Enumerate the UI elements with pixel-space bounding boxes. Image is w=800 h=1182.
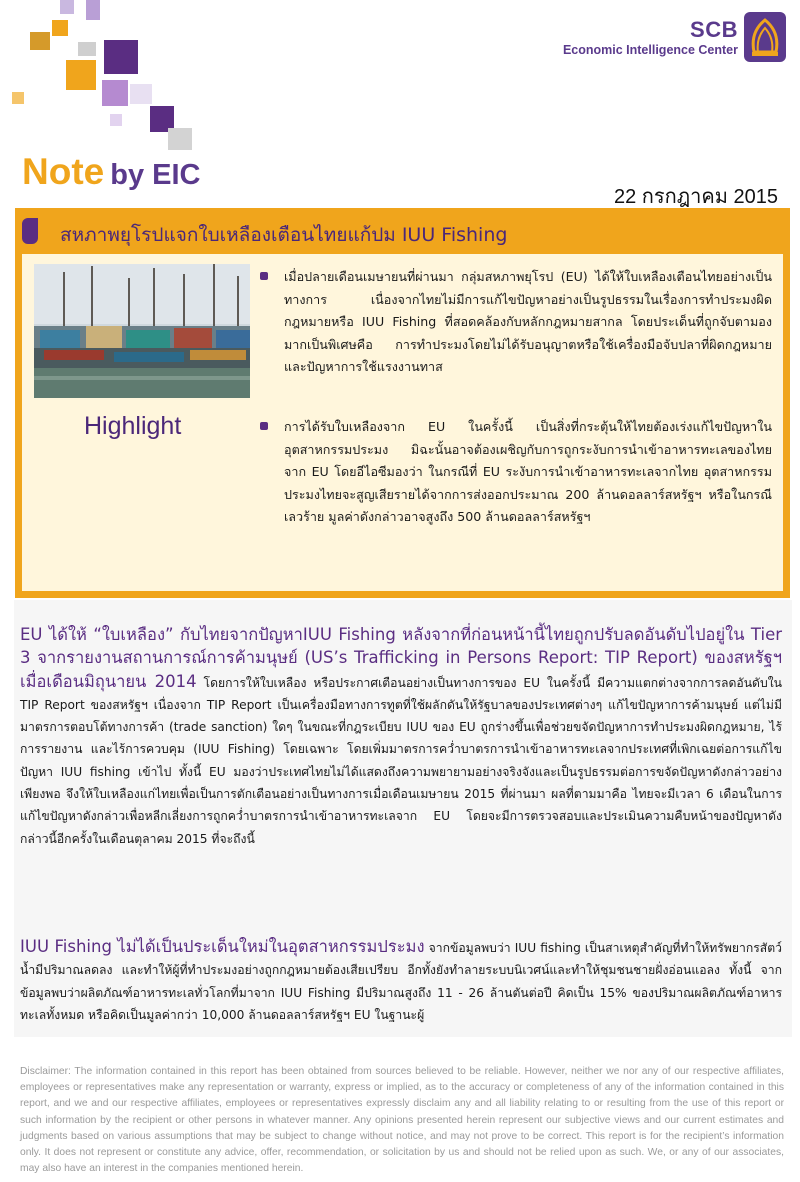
bullet-text: เมื่อปลายเดือนเมษายนที่ผ่านมา กลุ่มสหภาพยุโรป (EU) ได้ให้ใบเหลืองเตือนไทยอย่างเป็นทางการ เนื่องจากไทยไม่มีการแก้ไขปัญหาอย่างเป็นรูปธรรมในเรื่องการทำประมงผิดกฎหมายหรือ IUU Fishing ที่สอดคล้องกับหลักกฎหมายสากล โดยประเด็นที่ถูกจับตามองมากเป็นพิเศษคือ การทำประมงโดยไม่ได้รับอนุญาตหรือใช้เครื่องมือจับปลาที่ผิดกฎหมาย และปัญหาการใช้แรงงานทาส <box>284 269 772 374</box>
brand-subtitle: Economic Intelligence Center <box>562 43 738 57</box>
brand-block <box>563 18 738 58</box>
bullet-icon <box>260 272 268 280</box>
logo-square <box>30 32 50 50</box>
note-word: Note <box>22 151 105 192</box>
article-paragraph <box>20 936 782 1026</box>
brand-name: SCB <box>690 17 738 42</box>
highlight-label: Highlight <box>84 412 182 440</box>
highlight-bullet <box>262 266 772 379</box>
logo-square <box>60 0 74 14</box>
highlight-bullet <box>262 416 772 529</box>
note-by-eic-title <box>22 150 200 197</box>
disclaimer: Disclaimer: The information contained in this report has been obtained from sources believed to be reliable. However, neither we nor any of our respective affiliates, employees or representatives make any representation or warranty, express or implied, as to the accuracy or completeness of any of the information contained in this report, and we and our respective affiliates, employees or representatives expressly disclaim any and all liability relating to or resulting from the use of this report or such information by the recipient or other persons in whatever manner. Any opinions presented herein represent our subjective views and our current estimates and judgments based on various assumptions that may be subject to change without notice, and may not prove to be correct. This report is for the recipient’s information only. It does not represent or constitute any advice, offer, recommendation, or solicitation by us and should not be relied upon as such. We, or any of our associates, may also have an interest in the companies mentioned herein. <box>20 1066 784 1175</box>
logo-square <box>86 0 100 20</box>
paragraph-text: จากข้อมูลพบว่า IUU fishing เป็นสาเหตุสำคัญที่ทำให้ทรัพยากรสัตว์น้ำมีปริมาณลดลง และทำให้ผู้ที่ทำประมงอย่างถูกกฎหมายต้องเสียเปรียบ อีกทั้งยังทำลายระบบนิเวศน์และทำให้ชุมชนชายฝั่งอ่อนแอลง ทั้งนี้ จากข้อมูลพบว่าผลิตภัณฑ์อาหารทะเลทั่วโลกที่มาจาก IUU Fishing มีปริมาณสูงถึง 11 - 26 ล้านตันต่อปี คิดเป็น 15% ของปริมาณผลิตภัณฑ์อาหารทะเลทั้งหมด หรือคิดเป็นมูลค่ากว่า 10,000 ล้านดอลลาร์สหรัฐฯ EU ในฐานะผู้ <box>20 941 782 1022</box>
article-paragraph <box>20 624 782 850</box>
logo-square <box>110 114 122 126</box>
logo-square <box>66 60 96 90</box>
logo-square <box>78 42 96 56</box>
bullet-text: การได้รับใบเหลืองจาก EU ในครั้งนี้ เป็นสิ่งที่กระตุ้นให้ไทยต้องเร่งแก้ไขปัญหาในอุตสาหกรรมประมง มิฉะนั้นอาจต้องเผชิญกับการถูกระงับการนำเข้าอาหารทะเลของไทยจาก EU โดยอีไอซีมองว่า ในกรณีที่ EU ระงับการนำเข้าอาหารทะเลจากไทย อุตสาหกรรมประมงไทยจะสูญเสียรายได้จากการส่งออกประมาณ 200 ล้านดอลลาร์สหรัฐฯ หรือในกรณีเลวร้าย มูลค่าดังกล่าวอาจสูงถึง 500 ล้านดอลลาร์สหรัฐฯ <box>284 419 772 524</box>
heading-marker-icon <box>22 218 38 244</box>
fishing-boats-photo <box>34 264 250 398</box>
logo-square <box>130 84 152 104</box>
publish-date: 22 กรกฎาคม 2015 <box>613 186 778 208</box>
bullet-icon <box>260 422 268 430</box>
logo-square <box>52 20 68 36</box>
scb-logo-icon <box>744 12 786 62</box>
paragraph-text: โดยการให้ใบเหลือง หรือประกาศเตือนอย่างเป็นทางการของ EU ในครั้งนี้ มีความแตกต่างจากการลดอันดับใน TIP Report ของสหรัฐฯ เนื่องจาก TIP Report เป็นเครื่องมือทางการทูตที่ใช้ผลักดันให้รัฐบาลของประเทศต่างๆ แก้ไขปัญหาการค้ามนุษย์ แต่ไม่มีมาตรการตอบโต้ทางการค้า (trade sanction) ใดๆ ในขณะที่กฎระเบียบ IUU ของ EU ถูกร่างขึ้นเพื่อช่วยขจัดปัญหาการทำประมงผิดกฎหมาย, ไร้การรายงาน และไร้การควบคุม (IUU Fishing) โดยเฉพาะ โดยเพิ่มมาตรการคว่ำบาตรการนำเข้าอาหารทะเลจากประเทศที่เพิกเฉยต่อการแก้ไขปัญหา IUU fishing เข้าไป ทั้งนี้ EU มองว่าประเทศไทยไม่ได้แสดงถึงความพยายามอย่างจริงจังและเป็นรูปธรรมต่อการขจัดปัญหาดังกล่าวอย่างเพียงพอ จึงให้ใบเหลืองแก่ไทยเพื่อเป็นการตักเตือนอย่างเป็นทางการเมื่อเดือนเมษายน 2015 ที่ผ่านมา ผลที่ตามมาคือ ไทยจะมีเวลา 6 เดือนในการแก้ไขปัญหาดังกล่าวเพื่อหลีกเลี่ยงการถูกคว่ำบาตรการนำเข้าอาหารทะเลจาก EU โดยจะมีการตรวจสอบและประเมินความคืบหน้าของปัญหาดังกล่าวนี้อีกครั้งในเดือนตุลาคม 2015 ที่จะถึงนี้ <box>20 675 782 846</box>
paragraph-lead: IUU Fishing ไม่ได้เป็นประเด็นใหม่ในอุตสาหกรรมประมง <box>20 937 425 956</box>
logo-square <box>104 40 138 74</box>
highlight-heading: สหภาพยุโรปแจกใบเหลืองเตือนไทยแก้ปม IUU Fishing <box>60 224 508 246</box>
logo-square <box>12 92 24 104</box>
logo-square <box>168 128 192 150</box>
by-eic-word: by EIC <box>110 159 201 191</box>
logo-square <box>102 80 128 106</box>
paragraph-lead: EU ได้ให้ “ใบเหลือง” กับไทยจากปัญหาIUU Fishing หลังจากที่ก่อนหน้านี้ไทยถูกปรับลดอันดับไปอยู่ใน Tier 3 จากรายงานสถานการณ์การค้ามนุษย์ (US’s Trafficking in Persons Report: TIP Report) ของสหรัฐฯ เมื่อเดือนมิถุนายน 2014 <box>20 625 782 691</box>
